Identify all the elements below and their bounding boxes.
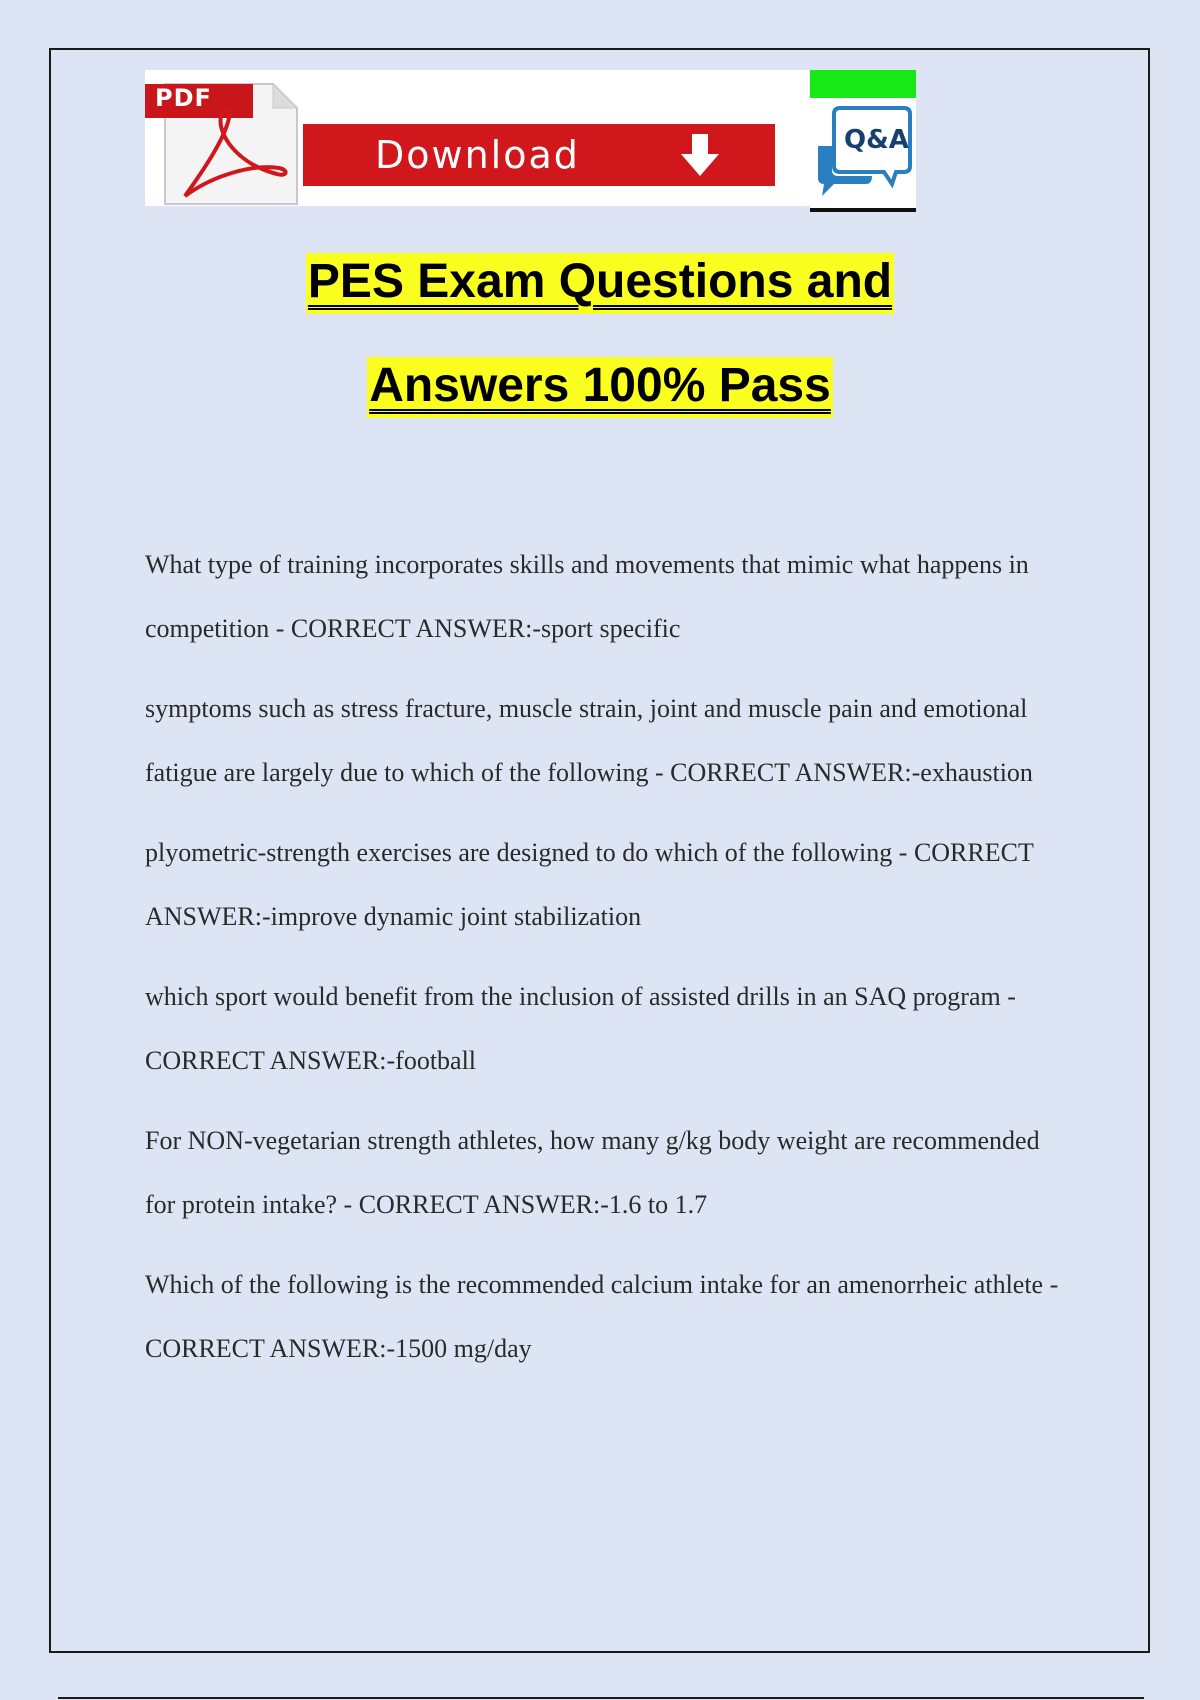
qa-badge-top [810,70,916,98]
title-line-1 [0,254,1200,309]
download-arrow-icon [675,130,725,180]
download-label: Download [375,133,580,177]
question-item: For NON-vegetarian strength athletes, how many g/kg body weight are recommended for protein intake? - CORRECT ANSWER:-1.6 to 1.7 [145,1126,1040,1219]
question-item: symptoms such as stress fracture, muscle strain, joint and muscle pain and emotional fatigue are largely due to which of the following - CORRECT ANSWER:-exhaustion [145,694,1033,787]
question-item: What type of training incorporates skills and movements that mimic what happens in competition - CORRECT ANSWER:-sport specific [145,550,1029,643]
qa-badge-bottom [810,208,916,212]
title-line-1-text: PES Exam Questions and [306,253,894,314]
bottom-rule [58,1697,1144,1699]
pdf-label: PDF [155,84,212,112]
qa-label: Q&A [844,125,909,155]
download-banner[interactable] [145,70,810,206]
question-list [145,533,1065,1397]
question-item: Which of the following is the recommended calcium intake for an amenorrheic athlete - CORRECT ANSWER:-1500 mg/day [145,1270,1059,1363]
title-line-2-text: Answers 100% Pass [367,357,833,418]
title-line-2 [0,358,1200,413]
qa-badge [810,70,916,212]
question-item: which sport would benefit from the inclusion of assisted drills in an SAQ program - CORRECT ANSWER:-football [145,982,1016,1075]
question-item: plyometric-strength exercises are designed to do which of the following - CORRECT ANSWER:-improve dynamic joint stabilization [145,838,1034,931]
